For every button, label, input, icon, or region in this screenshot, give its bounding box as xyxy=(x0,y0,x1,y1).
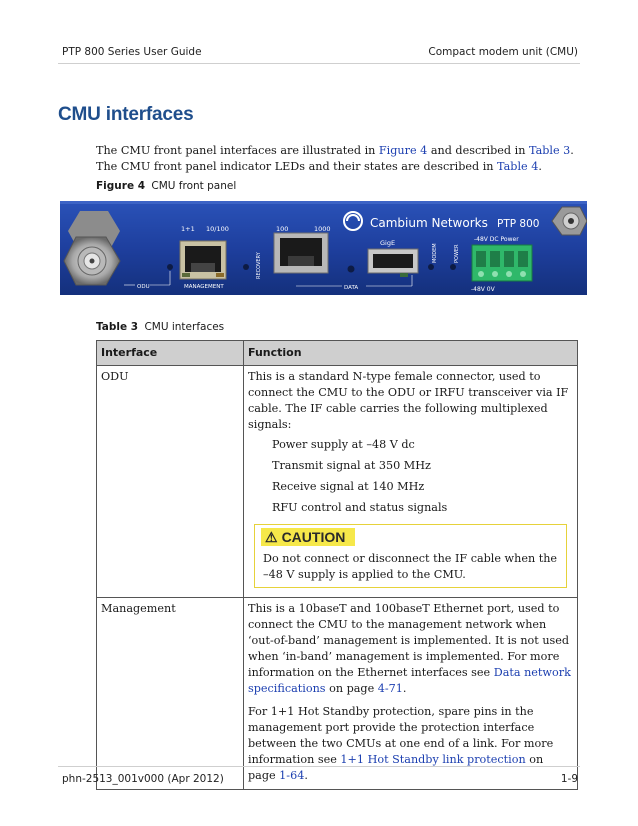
panel-label-management: MANAGEMENT xyxy=(184,284,224,290)
management-description xyxy=(248,601,573,697)
panel-label-modem: MODEM xyxy=(432,243,438,263)
management-text: This is a 10baseT and 100baseT Ethernet port, used to connect the CMU to the management network when ‘out-of-band’ management is implemented. It is not used when ‘in-band’ management is implemented. For more information on the Ethernet interfaces see xyxy=(248,602,570,679)
table-row xyxy=(97,366,578,598)
hot-standby-text: on page xyxy=(248,753,544,782)
footer-page-number: 1-9 xyxy=(560,773,578,785)
panel-label-10-100: 10/100 xyxy=(206,225,229,233)
intro-text-4: . xyxy=(538,160,542,173)
table-caption-text: CMU interfaces xyxy=(144,321,225,333)
table-row xyxy=(97,598,578,790)
signal-list-item: RFU control and status signals xyxy=(272,501,448,514)
recovery-button xyxy=(243,264,249,270)
interface-name-cell: ODU xyxy=(97,366,244,598)
data-network-specifications-link[interactable]: Data network specifications xyxy=(248,666,571,695)
table-label: Table 3 xyxy=(96,321,139,333)
function-cell xyxy=(244,598,578,790)
dc-power-connector xyxy=(472,245,532,281)
page-1-64-link[interactable]: 1-64 xyxy=(279,769,305,782)
table-3-link[interactable]: Table 3 xyxy=(529,144,571,157)
hot-standby-link[interactable]: 1+1 Hot Standby link protection xyxy=(340,753,526,766)
caution-banner xyxy=(261,528,355,546)
cmu-front-panel-image xyxy=(60,201,587,295)
panel-label-data: DATA xyxy=(344,285,359,291)
panel-label-power: POWER xyxy=(454,244,460,263)
odu-led xyxy=(167,264,173,270)
power-led xyxy=(450,264,456,270)
odu-description: This is a standard N-type female connector, used to connect the CMU to the ODU or IRFU transceiver via IF cable. The IF cable carries the following multiplexed signals: xyxy=(248,370,569,431)
running-header-section: Compact modem unit (CMU) xyxy=(428,46,578,58)
intro-text-3: . The CMU front panel indicator LEDs and their states are described in xyxy=(96,144,574,173)
figure-4-link[interactable]: Figure 4 xyxy=(378,144,428,157)
warning-triangle-icon: ⚠ xyxy=(265,529,278,545)
intro-paragraph xyxy=(96,143,576,175)
figure-caption xyxy=(96,180,236,192)
function-cell xyxy=(244,366,578,598)
panel-label-recovery: RECOVERY xyxy=(256,252,262,279)
panel-label-odu: ODU xyxy=(137,284,150,290)
gige-sfp-port xyxy=(368,249,418,277)
management-text: on page xyxy=(325,682,378,695)
interface-name-cell: Management xyxy=(97,598,244,790)
caution-box xyxy=(254,524,567,588)
panel-label-1000: 1000 xyxy=(314,225,331,233)
page-4-71-link[interactable]: 4-71 xyxy=(377,682,403,695)
interfaces-table xyxy=(96,340,578,790)
panel-label-gige: GigE xyxy=(380,239,396,247)
section-title: CMU interfaces xyxy=(58,104,194,125)
caution-text: Do not connect or disconnect the IF cable when the –48 V supply is applied to the CMU. xyxy=(263,552,558,581)
modem-led xyxy=(428,264,434,270)
caution-title: CAUTION xyxy=(281,529,346,545)
panel-label-voltage: -48V 0V xyxy=(471,286,495,293)
panel-label-100: 100 xyxy=(276,225,289,233)
figure-caption-text: CMU front panel xyxy=(151,180,237,192)
management-text: . xyxy=(402,682,407,695)
running-header-title: PTP 800 Series User Guide xyxy=(62,46,202,58)
footer-doc-id: phn-2513_001v000 (Apr 2012) xyxy=(62,773,224,785)
panel-model-text: PTP 800 xyxy=(497,218,540,230)
table-header-row xyxy=(97,341,578,366)
intro-text-1: The CMU front panel interfaces are illustrated in xyxy=(96,144,379,157)
column-header-function: Function xyxy=(244,341,578,366)
figure-label: Figure 4 xyxy=(96,180,146,192)
table-caption xyxy=(96,321,224,333)
data-led xyxy=(348,266,355,273)
panel-label-dc-power: -48V DC Power xyxy=(474,236,519,243)
footer-rule xyxy=(58,766,580,767)
column-header-interface: Interface xyxy=(97,341,244,366)
intro-text-2: and described in xyxy=(427,144,529,157)
panel-label-1plus1: 1+1 xyxy=(181,225,195,233)
hot-standby-description xyxy=(248,704,573,784)
table-4-link[interactable]: Table 4 xyxy=(497,160,539,173)
signal-list-item: Power supply at –48 V dc xyxy=(272,438,415,451)
signal-list-item: Receive signal at 140 MHz xyxy=(272,480,425,493)
management-port xyxy=(180,241,226,279)
header-rule xyxy=(58,63,580,64)
signal-list-item: Transmit signal at 350 MHz xyxy=(272,459,431,472)
data-copper-port xyxy=(274,233,328,273)
hot-standby-text: For 1+1 Hot Standby protection, spare pins in the management port provide the protection interface between the two CMUs at one end of a link. For more information see xyxy=(248,705,554,766)
hot-standby-text: . xyxy=(304,769,308,782)
panel-brand-text: Cambium Networks xyxy=(370,216,488,230)
